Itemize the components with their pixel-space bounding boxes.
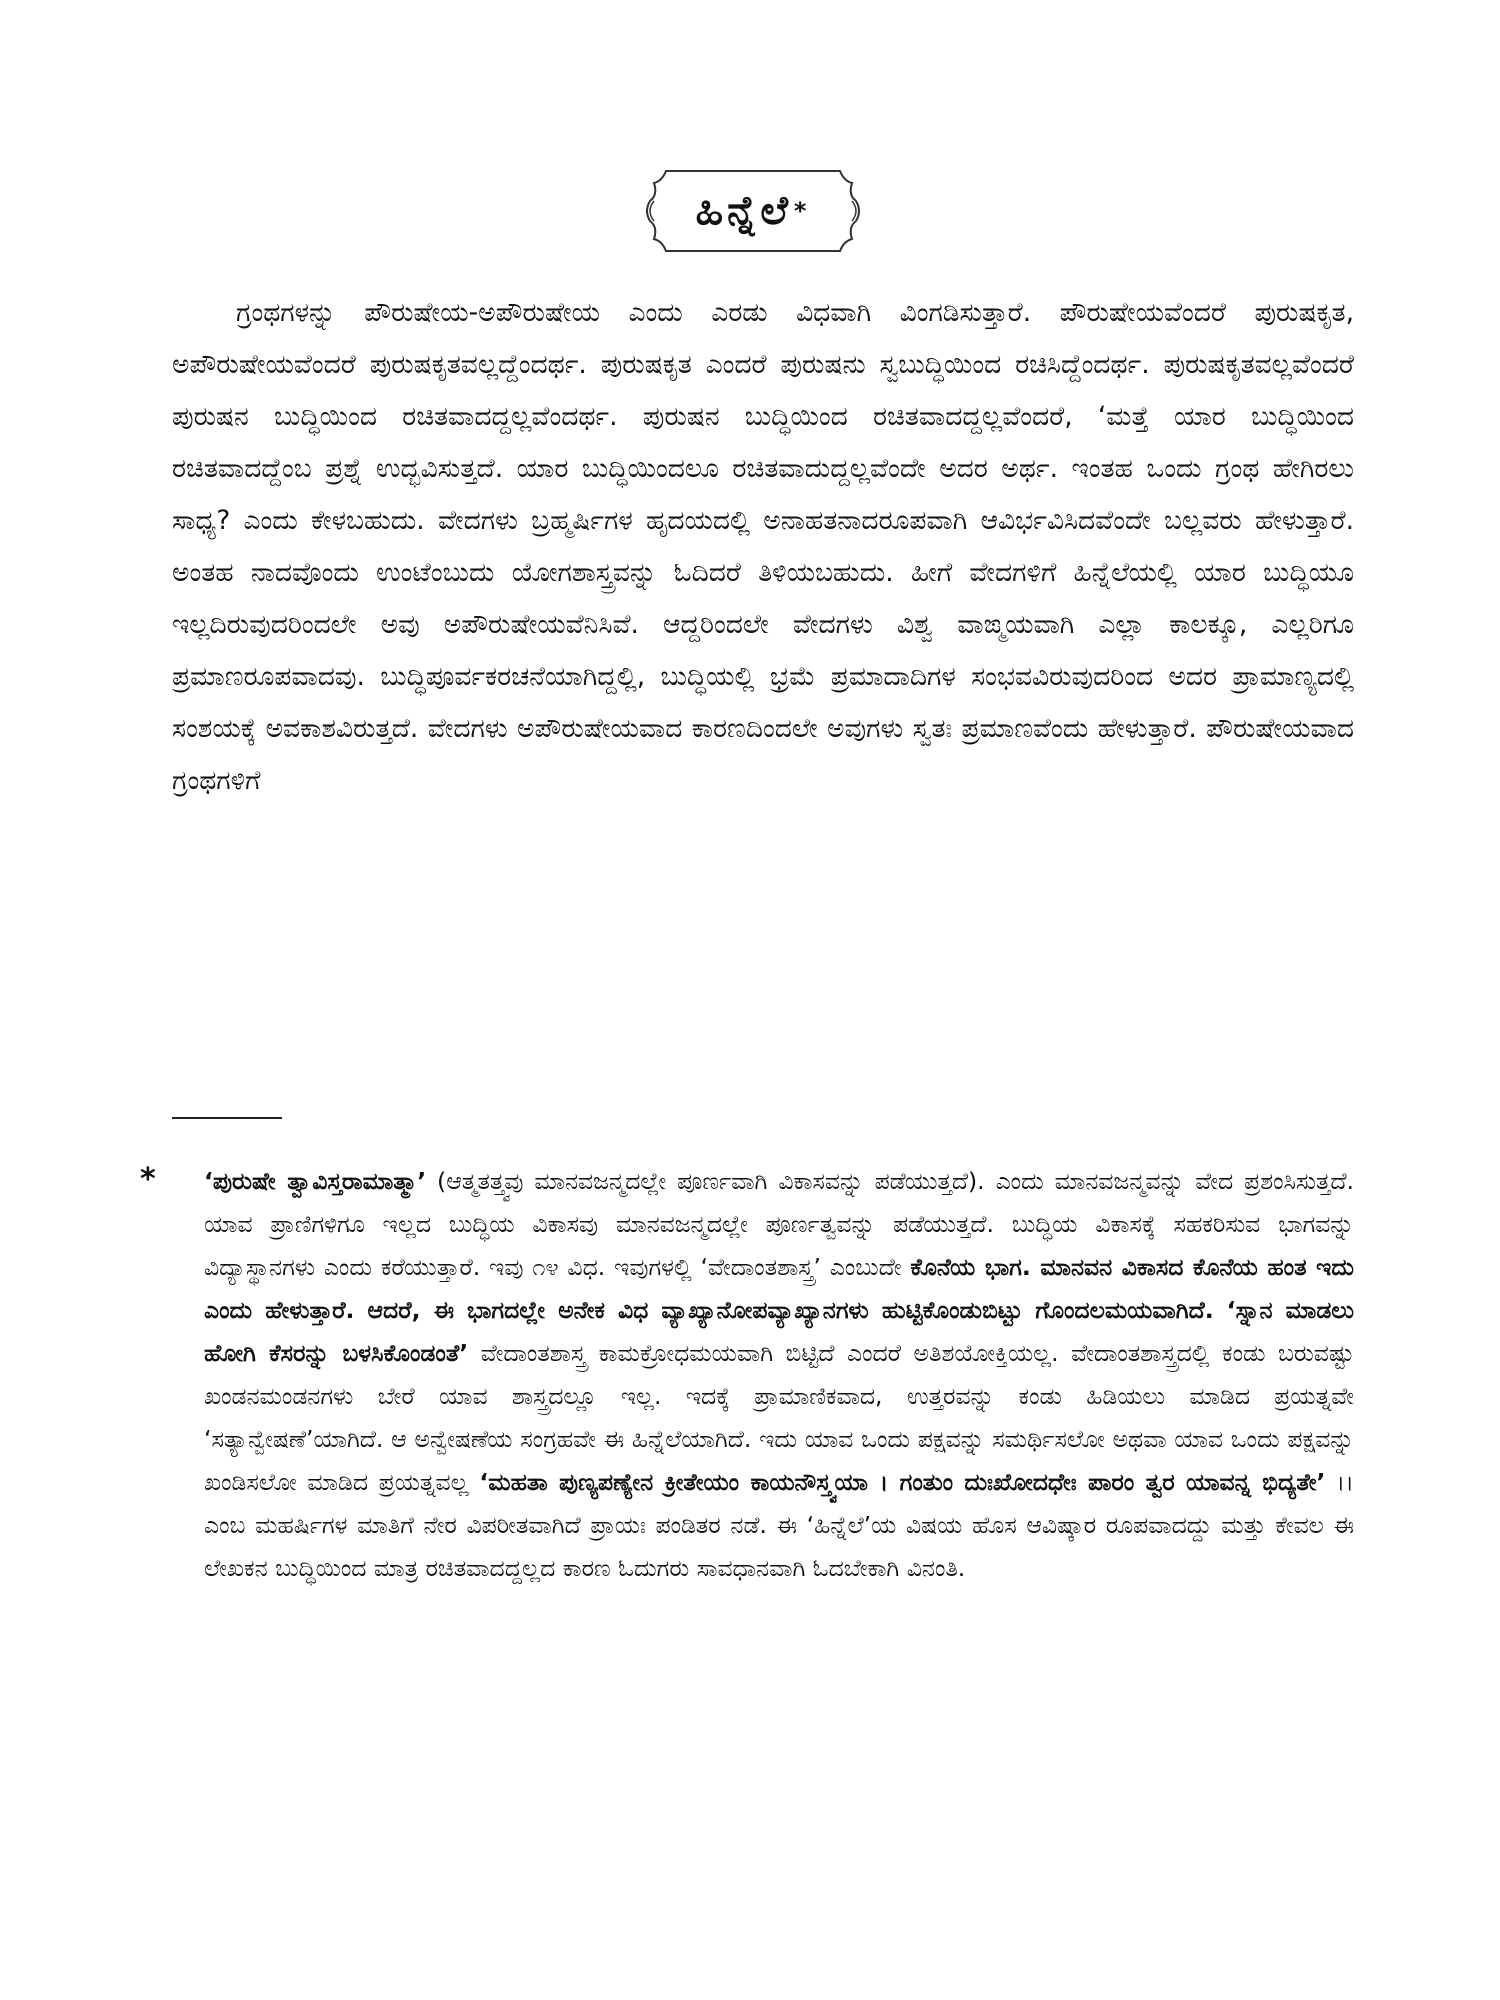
- footnote: [140, 1160, 1354, 1590]
- footnote-sanskrit-quote: ‘ಮಹತಾ ಪುಣ್ಯಪಣ್ಯೇನ ಕ್ರೀತೇಯಂ ಕಾಯನೌಸ್ತ್ವಯಾ । ಗಂತುಂ ದುಃಖೋದಧೇಃ ಪಾರಂ ತ್ವರ ಯಾವನ್ನ ಭಿದ್ಯತೇ’: [479, 1468, 1326, 1496]
- footnote-text: (ಆತ್ಮತತ್ತ್ವವು ಮಾನವಜನ್ಮದಲ್ಲೇ ಪೂರ್ಣವಾಗಿ ವಿಕಾಸವನ್ನು ಪಡೆಯುತ್ತದೆ). ಎಂದು ಮಾನವಜನ್ಮವನ್ನು ವೇದ ಪ್ರಶಂಸಿಸುತ್ತದೆ. ಯಾವ ಪ್ರಾಣಿಗಳಿಗೂ ಇಲ್ಲದ ಬುದ್ಧಿಯ ವಿಕಾಸವು ಮಾನವಜನ್ಮದಲ್ಲೇ ಪೂರ್ಣತ್ವವನ್ನು ಪಡೆಯುತ್ತದೆ. ಬುದ್ಧಿಯ ವಿಕಾಸಕ್ಕೆ ಸಹಕರಿಸುವ ಭಾಗವನ್ನು ವಿದ್ಯಾಸ್ಥಾನಗಳು ಎಂದು ಕರೆಯುತ್ತಾರೆ. ಇವು ೧೪ ವಿಧ. ಇವುಗಳಲ್ಲಿ ‘ವೇದಾಂತಶಾಸ್ತ್ರ’ ಎಂಬುದೇ: [204, 1167, 1354, 1281]
- title-asterisk: *: [793, 197, 811, 225]
- footnote-quote: ‘ಪುರುಷೇ ತ್ವಾವಿಸ್ತರಾಮಾತ್ಮಾ’: [204, 1167, 427, 1195]
- body-text: [172, 287, 1354, 807]
- footnote-asterisk: *: [140, 1162, 156, 1197]
- footnote-separator: [172, 1117, 282, 1119]
- title-text: ಹಿನ್ನೆಲೆ: [695, 188, 792, 234]
- footnote-bold-text: ಕೊನೆಯ ಭಾಗ. ಮಾನವನ ವಿಕಾಸದ ಕೊನೆಯ ಹಂತ ಇದು ಎಂದು ಹೇಳುತ್ತಾರೆ. ಆದರೆ, ಈ ಭಾಗದಲ್ಲೇ ಅನೇಕ ವಿಧ ವ್ಯಾಖ್ಯಾನೋಪವ್ಯಾಖ್ಯಾನಗಳು ಹುಟ್ಟಿಕೊಂಡುಬಿಟ್ಟು ಗೊಂದಲಮಯವಾಗಿದೆ. ‘ಸ್ನಾನ ಮಾಡಲು ಹೋಗಿ ಕೆಸರನ್ನು ಬಳಸಿಕೊಂಡಂತೆ’: [204, 1253, 1354, 1367]
- footnote-body: [204, 1160, 1354, 1590]
- footnote-text: ವೇದಾಂತಶಾಸ್ತ್ರ ಕಾಮಕ್ರೋಧಮಯವಾಗಿ ಬಿಟ್ಟಿದೆ ಎಂದರೆ ಅತಿಶಯೋಕ್ತಿಯಲ್ಲ. ವೇದಾಂತಶಾಸ್ತ್ರದಲ್ಲಿ ಕಂಡು ಬರುವಷ್ಟು ಖಂಡನಮಂಡನಗಳು ಬೇರೆ ಯಾವ ಶಾಸ್ತ್ರದಲ್ಲೂ ಇಲ್ಲ. ಇದಕ್ಕೆ ಪ್ರಾಮಾಣಿಕವಾದ, ಉತ್ತರವನ್ನು ಕಂಡು ಹಿಡಿಯಲು ಮಾಡಿದ ಪ್ರಯತ್ನವೇ ‘ಸತ್ಯಾನ್ವೇಷಣೆ’ಯಾಗಿದೆ. ಆ ಅನ್ವೇಷಣೆಯ ಸಂಗ್ರಹವೇ ಈ ಹಿನ್ನೆಲೆಯಾಗಿದೆ. ಇದು ಯಾವ ಒಂದು ಪಕ್ಷವನ್ನು ಸಮರ್ಥಿಸಲೋ ಅಥವಾ ಯಾವ ಒಂದು ಪಕ್ಷವನ್ನು ಖಂಡಿಸಲೋ ಮಾಡಿದ ಪ್ರಯತ್ನವಲ್ಲ: [204, 1339, 1354, 1496]
- main-paragraph: ಗ್ರಂಥಗಳನ್ನು ಪೌರುಷೇಯ-ಅಪೌರುಷೇಯ ಎಂದು ಎರಡು ವಿಧವಾಗಿ ವಿಂಗಡಿಸುತ್ತಾರೆ. ಪೌರುಷೇಯವೆಂದರೆ ಪುರುಷಕೃತ, ಅಪೌರುಷೇಯವೆಂದರೆ ಪುರುಷಕೃತವಲ್ಲದ್ದೆಂದರ್ಥ. ಪುರುಷಕೃತ ಎಂದರೆ ಪುರುಷನು ಸ್ವಬುದ್ಧಿಯಿಂದ ರಚಿಸಿದ್ದೆಂದರ್ಥ. ಪುರುಷಕೃತವಲ್ಲವೆಂದರೆ ಪುರುಷನ ಬುದ್ಧಿಯಿಂದ ರಚಿತವಾದದ್ದಲ್ಲವೆಂದರ್ಥ. ಪುರುಷನ ಬುದ್ಧಿಯಿಂದ ರಚಿತವಾದದ್ದಲ್ಲವೆಂದರೆ, ‘ಮತ್ತೆ ಯಾರ ಬುದ್ಧಿಯಿಂದ ರಚಿತವಾದದ್ದೆಂಬ ಪ್ರಶ್ನೆ ಉದ್ಭವಿಸುತ್ತದೆ. ಯಾರ ಬುದ್ಧಿಯಿಂದಲೂ ರಚಿತವಾದುದ್ದಲ್ಲವೆಂದೇ ಅದರ ಅರ್ಥ. ಇಂತಹ ಒಂದು ಗ್ರಂಥ ಹೇಗಿರಲು ಸಾಧ್ಯ? ಎಂದು ಕೇಳಬಹುದು. ವೇದಗಳು ಬ್ರಹ್ಮರ್ಷಿಗಳ ಹೃದಯದಲ್ಲಿ ಅನಾಹತನಾದರೂಪವಾಗಿ ಆವಿರ್ಭವಿಸಿದವೆಂದೇ ಬಲ್ಲವರು ಹೇಳುತ್ತಾರೆ. ಅಂತಹ ನಾದವೊಂದು ಉಂಟೆಂಬುದು ಯೋಗಶಾಸ್ತ್ರವನ್ನು ಓದಿದರೆ ತಿಳಿಯಬಹುದು. ಹೀಗೆ ವೇದಗಳಿಗೆ ಹಿನ್ನೆಲೆಯಲ್ಲಿ ಯಾರ ಬುದ್ಧಿಯೂ ಇಲ್ಲದಿರುವುದರಿಂದಲೇ ಅವು ಅಪೌರುಷೇಯವೆನಿಸಿವೆ. ಆದ್ದರಿಂದಲೇ ವೇದಗಳು ವಿಶ್ವ ವಾಙ್ಮಯವಾಗಿ ಎಲ್ಲಾ ಕಾಲಕ್ಕೂ, ಎಲ್ಲರಿಗೂ ಪ್ರಮಾಣರೂಪವಾದವು. ಬುದ್ಧಿಪೂರ್ವಕರಚನೆಯಾಗಿದ್ದಲ್ಲಿ, ಬುದ್ಧಿಯಲ್ಲಿ ಭ್ರಮೆ ಪ್ರಮಾದಾದಿಗಳ ಸಂಭವವಿರುವುದರಿಂದ ಅದರ ಪ್ರಾಮಾಣ್ಯದಲ್ಲಿ ಸಂಶಯಕ್ಕೆ ಅವಕಾಶವಿರುತ್ತದೆ. ವೇದಗಳು ಅಪೌರುಷೇಯವಾದ ಕಾರಣದಿಂದಲೇ ಅವುಗಳು ಸ್ವತಃ ಪ್ರಮಾಣವೆಂದು ಹೇಳುತ್ತಾರೆ. ಪೌರುಷೇಯವಾದ ಗ್ರಂಥಗಳಿಗೆ: [172, 297, 1354, 796]
- page-title: [640, 165, 866, 257]
- footnote-text: ।। ಎಂಬ ಮಹರ್ಷಿಗಳ ಮಾತಿಗೆ ನೇರ ವಿಪರೀತವಾಗಿದೆ ಪ್ರಾಯಃ ಪಂಡಿತರ ನಡೆ. ಈ ‘ಹಿನ್ನೆಲೆ’ಯ ವಿಷಯ ಹೊಸ ಆವಿಷ್ಕಾರ ರೂಪವಾದದ್ದು ಮತ್ತು ಕೇವಲ ಈ ಲೇಖಕನ ಬುದ್ಧಿಯಿಂದ ಮಾತ್ರ ರಚಿತವಾದದ್ದಲ್ಲದ ಕಾರಣ ಓದುಗರು ಸಾವಧಾನವಾಗಿ ಓದಬೇಕಾಗಿ ವಿನಂತಿ.: [204, 1468, 1354, 1582]
- title-cartouche: [640, 165, 866, 257]
